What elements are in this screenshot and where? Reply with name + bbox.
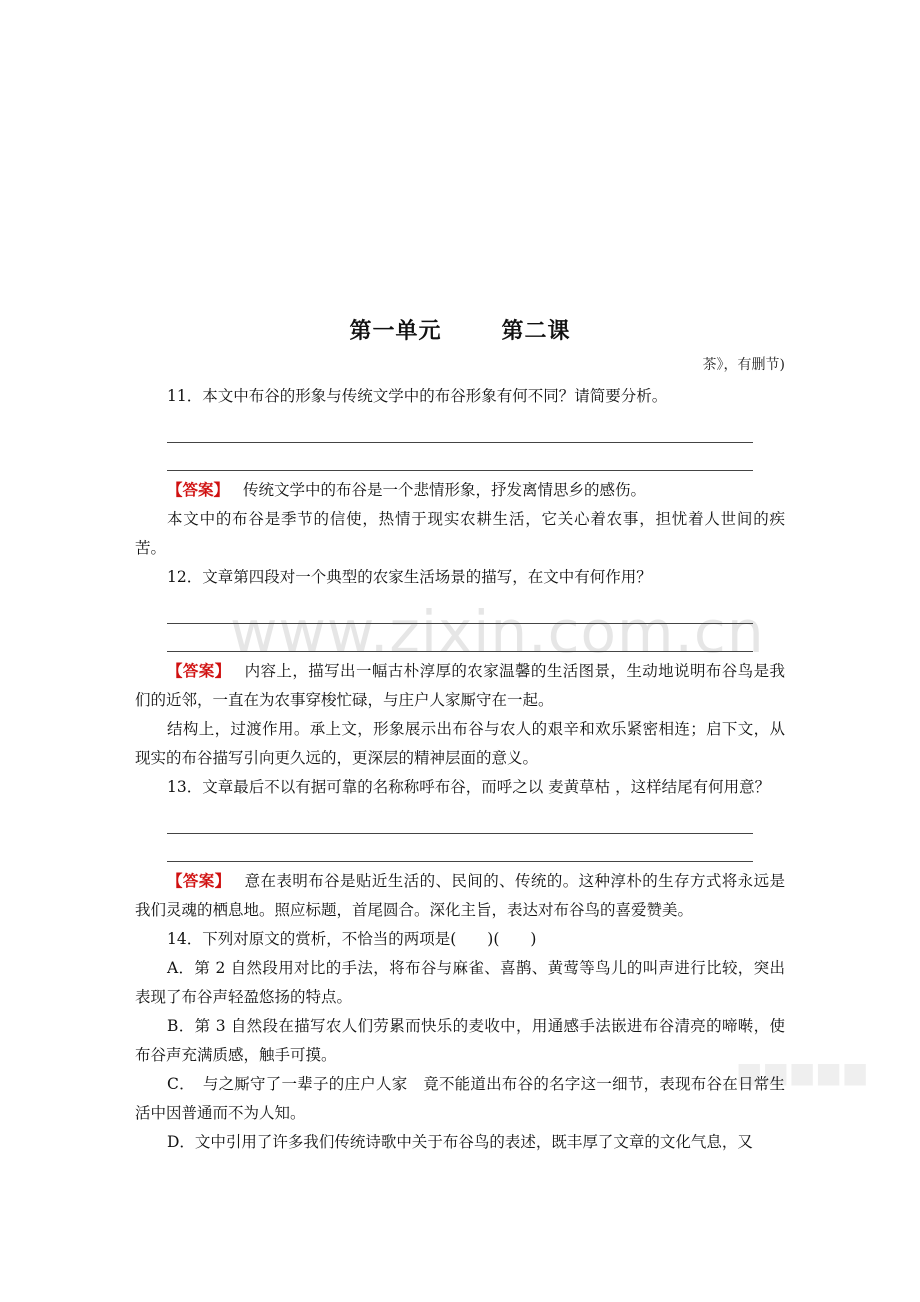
answer-line — [167, 806, 753, 834]
answer-lines-12 — [167, 596, 785, 652]
unit-title: 第一单元 — [349, 319, 442, 344]
answer-line — [167, 834, 753, 862]
answer-line — [167, 624, 753, 652]
document-body — [135, 382, 785, 1157]
watermark: www.zixin.com.cn — [230, 598, 765, 666]
answer-lines-11 — [167, 415, 785, 471]
answer-label: 【答案】 — [167, 661, 231, 680]
answer-label: 【答案】 — [167, 871, 231, 890]
page-title — [0, 314, 920, 345]
answer-line — [167, 415, 753, 443]
option-c: C． 与之厮守了一辈子的庄户人家 竟不能道出布谷的名字这一细节，表现布谷在日常生活中因普通而不为人知。 — [135, 1075, 785, 1122]
question-11: 11．本文中布谷的形象与传统文学中的布谷形象有何不同？请简要分析。 — [167, 387, 668, 405]
answer-12-para-1: 【答案】 内容上，描写出一幅古朴淳厚的农家温馨的生活图景，生动地说明布谷鸟是我们的近邻，一直在为农事穿梭忙碌，与庄户人家厮守在一起。 — [135, 661, 785, 709]
answer-lines-13 — [167, 806, 785, 862]
source-note: 茶》，有删节) — [702, 357, 785, 373]
lesson-title: 第二课 — [501, 319, 571, 344]
option-d: D．文中引用了许多我们传统诗歌中关于布谷鸟的表述，既丰厚了文章的文化气息，又 — [167, 1133, 753, 1151]
answer-label: 【答案】 — [167, 480, 230, 499]
watermark-logo-icon: ■■■■■ — [736, 1056, 869, 1089]
answer-line — [167, 596, 753, 624]
answer-line — [167, 443, 753, 471]
option-b: B．第 3 自然段在描写农人们劳累而快乐的麦收中，用通感手法嵌进布谷清亮的啼啭，使布谷声充满质感，触手可摸。 — [135, 1017, 785, 1064]
question-12: 12．文章第四段对一个典型的农家生活场景的描写，在文中有何作用？ — [167, 568, 652, 586]
question-14: 14．下列对原文的赏析，不恰当的两项是( )( ) — [167, 930, 537, 948]
answer-11-para-2: 本文中的布谷是季节的信使，热情于现实农耕生活，它关心着农事，担忧着人世间的疾苦。 — [135, 510, 785, 557]
question-13: 13．文章最后不以有据可靠的名称称呼布谷，而呼之以 麦黄草枯 ，这样结尾有何用意？ — [167, 778, 771, 796]
answer-11-para-1: 【答案】 传统文学中的布谷是一个悲情形象，抒发离情思乡的感伤。 — [167, 480, 647, 499]
option-a: A．第 2 自然段用对比的手法，将布谷与麻雀、喜鹊、黄莺等鸟儿的叫声进行比较，突出表现了布谷声轻盈悠扬的特点。 — [135, 959, 785, 1006]
answer-12-para-2: 结构上，过渡作用。承上文，形象展示出布谷与农人的艰辛和欢乐紧密相连；启下文，从现实的布谷描写引向更久远的，更深层的精神层面的意义。 — [135, 720, 785, 767]
answer-13-para-1: 【答案】 意在表明布谷是贴近生活的、民间的、传统的。这种淳朴的生存方式将永远是我们灵魂的栖息地。照应标题，首尾圆合。深化主旨，表达对布谷鸟的喜爱赞美。 — [135, 871, 785, 919]
